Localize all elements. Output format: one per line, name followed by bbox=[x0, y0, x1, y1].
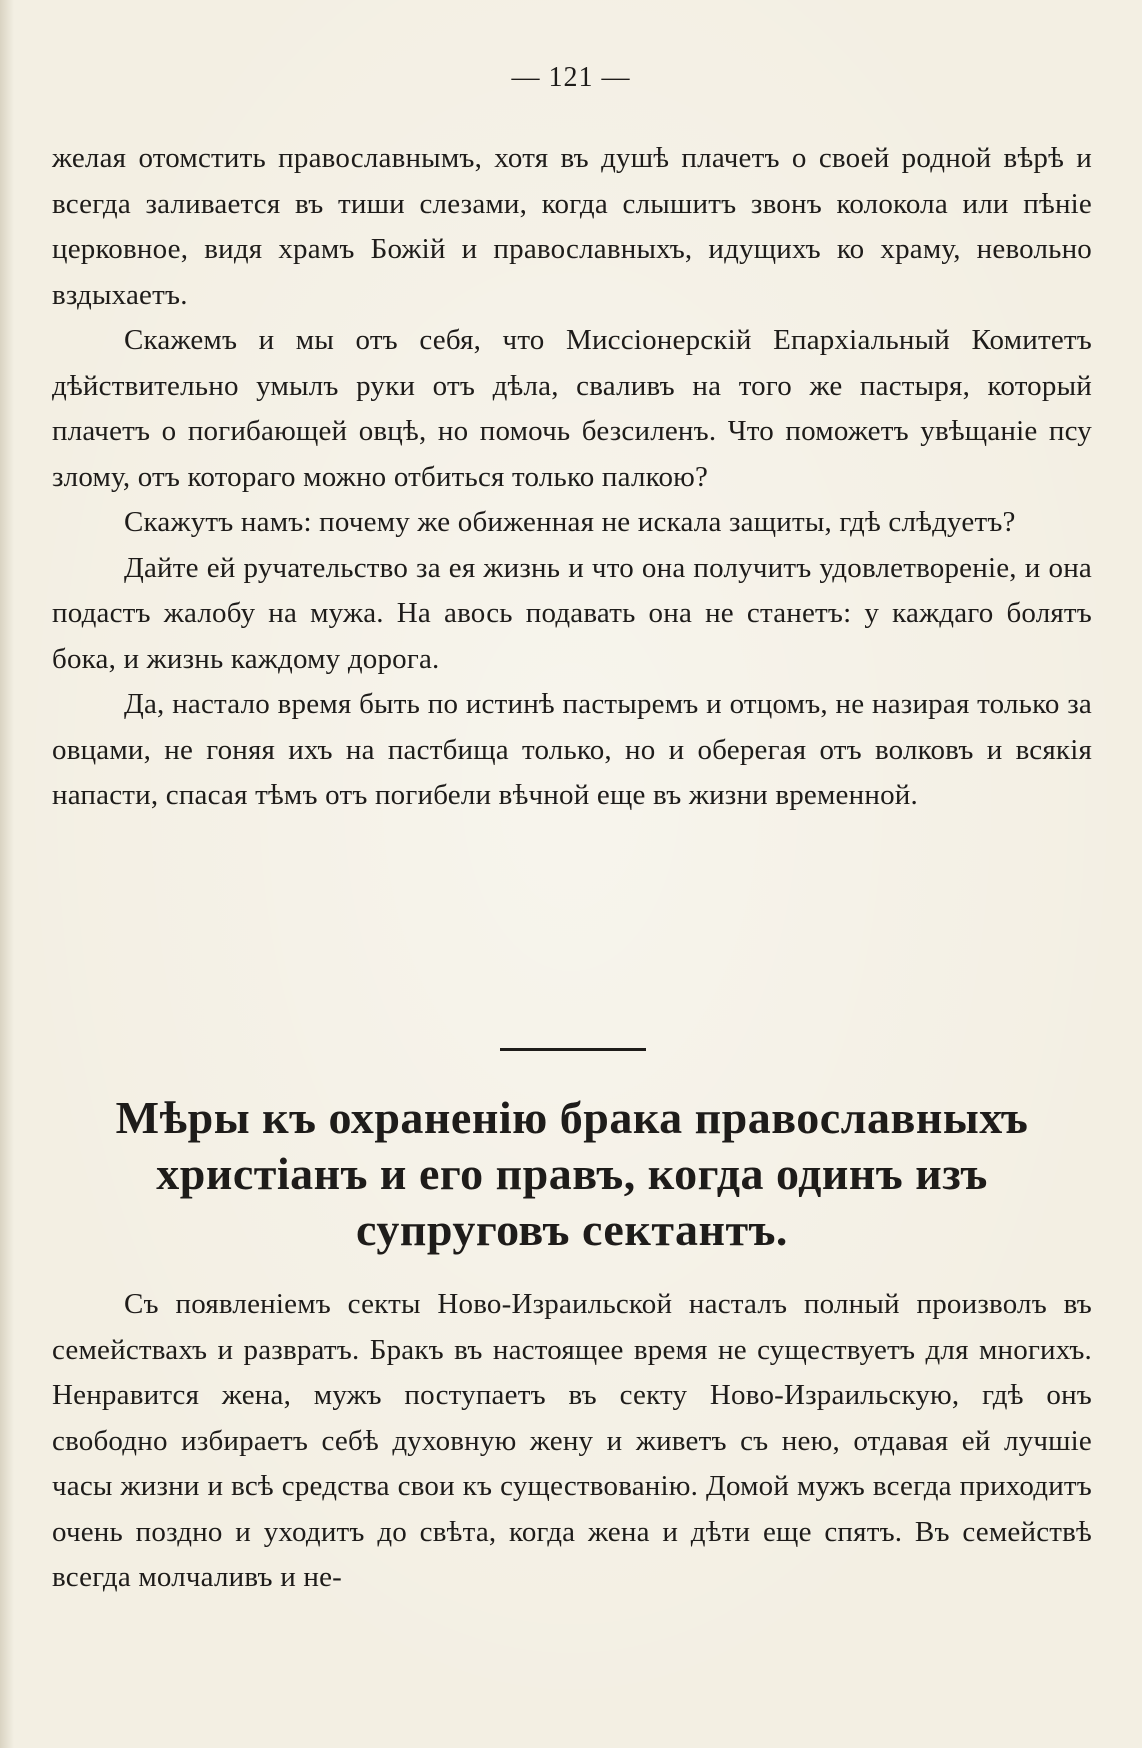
paragraph-3: Скажутъ намъ: почему же обиженная не искала защиты, гдѣ слѣдуетъ? bbox=[124, 506, 1016, 538]
paragraph-2: Скажемъ и мы отъ себя, что Миссіонерскій Епархіальный Комитетъ дѣйствительно умылъ руки отъ дѣла, сваливъ на того же пастыря, который плачетъ о погибающей овцѣ, но помочь безсиленъ. Что поможетъ увѣщаніе псу злому, отъ котораго можно отбиться только палкою? bbox=[52, 324, 1092, 493]
paragraph-5: Да, настало время быть по истинѣ пастыремъ и отцомъ, не назирая только за овцами, не гоняя ихъ на пастбища только, но и оберегая отъ волковъ и всякія напасти, спасая тѣмъ отъ погибели вѣчной еще въ жизни временной. bbox=[52, 688, 1092, 811]
page-number: — 121 — bbox=[511, 62, 631, 93]
section-divider bbox=[500, 1048, 646, 1051]
paragraph-4: Дайте ей ручательство за ея жизнь и что она получитъ удовлетвореніе, и она подастъ жалобу на мужа. На авось подавать она не станетъ: у каждаго болятъ бока, и жизнь каждому дорога. bbox=[52, 551, 1092, 675]
body-text bbox=[52, 136, 1092, 819]
page-gutter-shadow bbox=[0, 0, 14, 1748]
paragraph-1: желая отомстить православнымъ, хотя въ душѣ плачетъ о своей родной вѣрѣ и всегда заливается въ тиши слезами, когда слышитъ звонъ колокола или пѣніе церковное, видя храмъ Божій и православныхъ, идущихъ ко храму, невольно вздыхаетъ. bbox=[52, 142, 1092, 311]
section-paragraph-1: Съ появленіемъ секты Ново-Израильской насталъ полный произволъ въ семействахъ и развратъ. Бракъ въ настоящее время не существуетъ для многихъ. Ненравится жена, мужъ поступаетъ въ секту Ново-Израильскую, гдѣ онъ свободно избираетъ себѣ духовную жену и живетъ съ нею, отдавая ей лучшіе часы жизни и всѣ средства свои къ существованію. Домой мужъ всегда приходитъ очень поздно и уходитъ до свѣта, когда жена и дѣти еще спятъ. Въ семействѣ всегда молчаливъ и не- bbox=[52, 1288, 1092, 1593]
section-heading: Мѣры къ охраненію брака православныхъ христіанъ и его правъ, когда одинъ изъ супруговъ сектантъ. bbox=[115, 1092, 1029, 1255]
section-body-text bbox=[52, 1282, 1092, 1601]
